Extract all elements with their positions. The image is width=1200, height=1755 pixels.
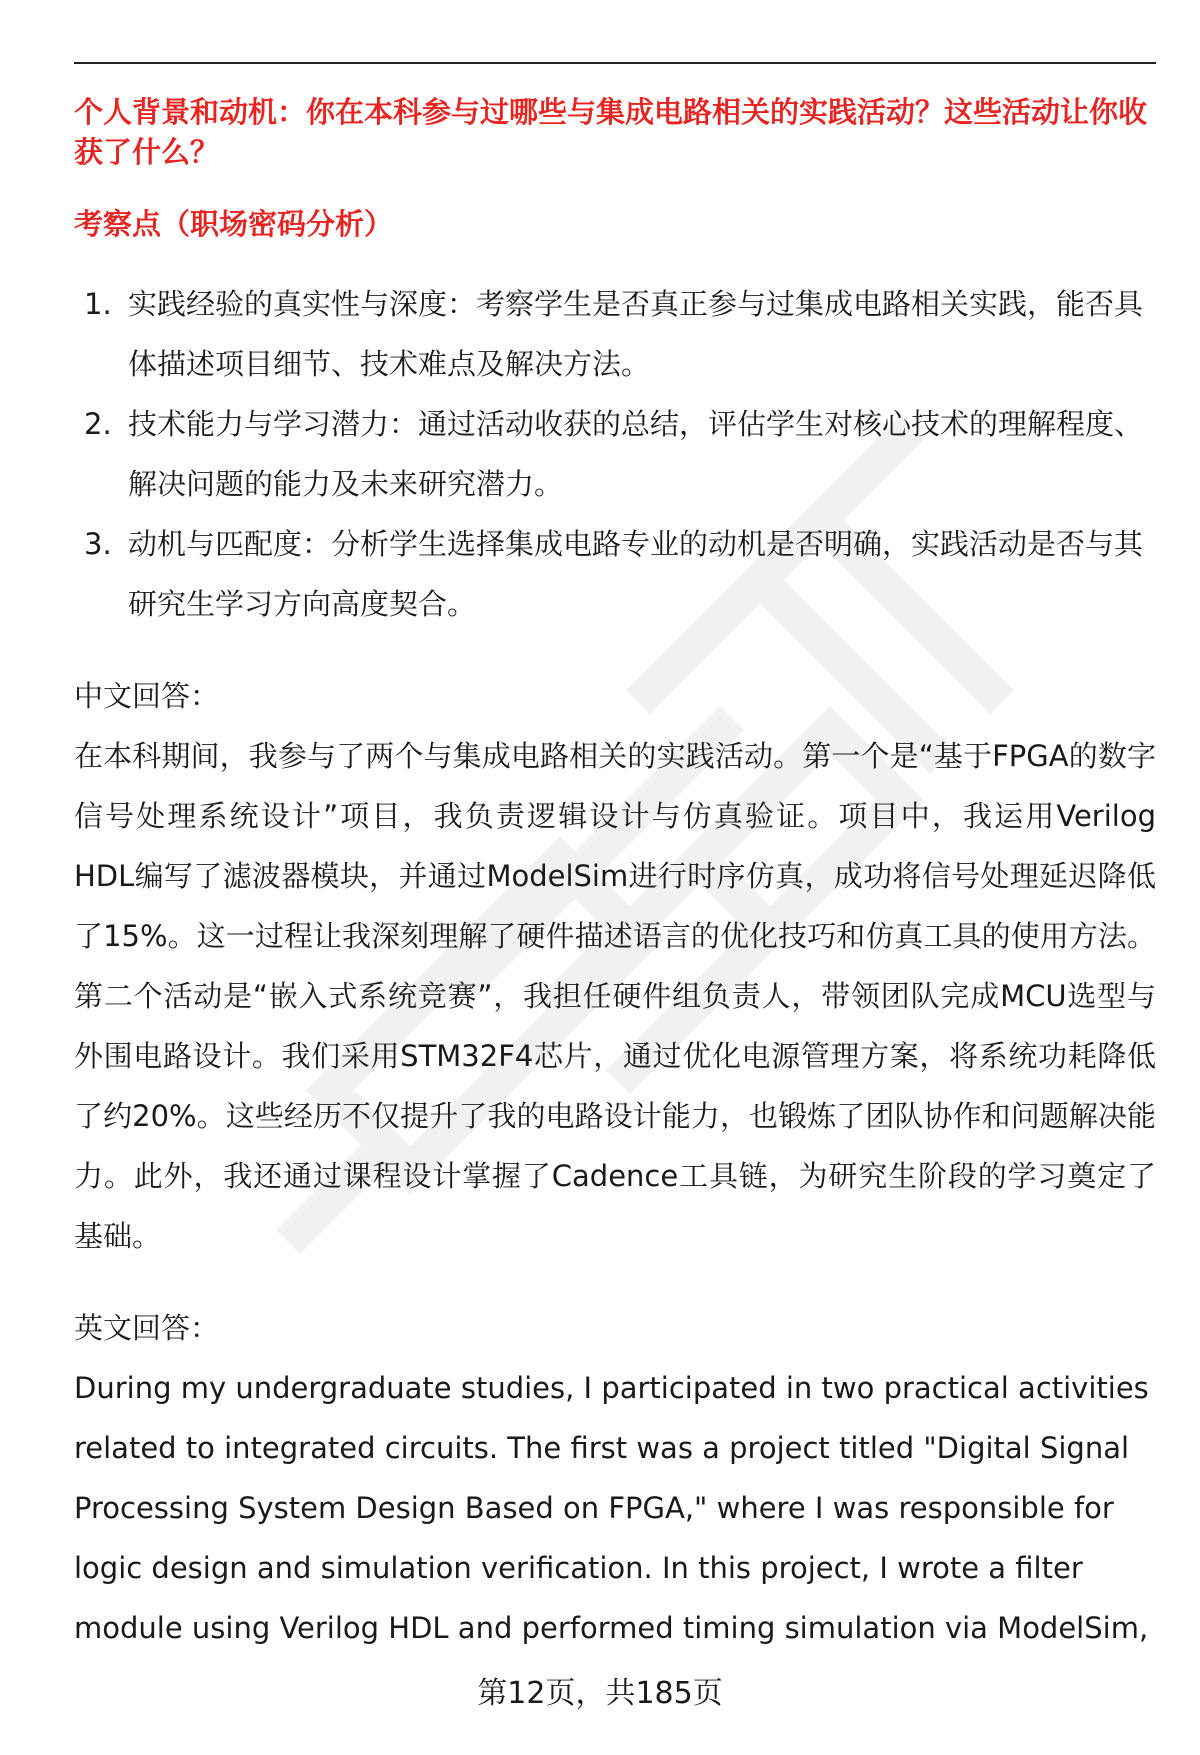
list-item <box>74 394 1156 514</box>
list-item <box>74 274 1156 394</box>
list-item <box>74 514 1156 634</box>
analysis-points-list <box>74 274 1156 634</box>
header-rule <box>74 62 1156 64</box>
list-item-text: 动机与匹配度：分析学生选择集成电路专业的动机是否明确，实践活动是否与其研究生学习方向高度契合。 <box>128 527 1144 621</box>
analysis-heading: 考察点（职场密码分析） <box>74 207 394 241</box>
document-content <box>74 92 1156 1658</box>
page-number: 第12页，共185页 <box>477 1676 723 1711</box>
list-item-number: 2. <box>84 407 112 441</box>
list-item-number: 3. <box>84 527 112 561</box>
list-item-number: 1. <box>84 287 112 321</box>
english-answer-body: During my undergraduate studies, I participated in two practical activities related to integrated circuits. The first was a project titled "Digital Signal Processing System Design Based on FPGA," where I was responsible for logic design and simulation verification. In this project, I wrote a filter module using Verilog HDL and performed timing simulation via ModelSim, <box>74 1371 1149 1645</box>
question-heading: 个人背景和动机：你在本科参与过哪些与集成电路相关的实践活动？这些活动让你收获了什么？ <box>74 95 1148 169</box>
list-item-text: 实践经验的真实性与深度：考察学生是否真正参与过集成电路相关实践，能否具体描述项目细节、技术难点及解决方法。 <box>128 287 1144 381</box>
list-item-text: 技术能力与学习潜力：通过活动收获的总结，评估学生对核心技术的理解程度、解决问题的能力及未来研究潜力。 <box>128 407 1144 501</box>
english-answer-heading: 英文回答： <box>74 1311 220 1345</box>
chinese-answer-heading: 中文回答： <box>74 679 220 713</box>
chinese-answer-body: 在本科期间，我参与了两个与集成电路相关的实践活动。第一个是“基于FPGA的数字信号处理系统设计”项目，我负责逻辑设计与仿真验证。项目中，我运用Verilog HDL编写了滤波器模块，并通过ModelSim进行时序仿真，成功将信号处理延迟降低了15%。这一过程让我深刻理解了硬件描述语言的优化技巧和仿真工具的使用方法。第二个活动是“嵌入式系统竞赛”，我担任硬件组负责人，带领团队完成MCU选型与外围电路设计。我们采用STM32F4芯片，通过优化电源管理方案，将系统功耗降低了约20%。这些经历不仅提升了我的电路设计能力，也锻炼了团队协作和问题解决能力。此外，我还通过课程设计掌握了Cadence工具链，为研究生阶段的学习奠定了基础。 <box>74 739 1156 1253</box>
